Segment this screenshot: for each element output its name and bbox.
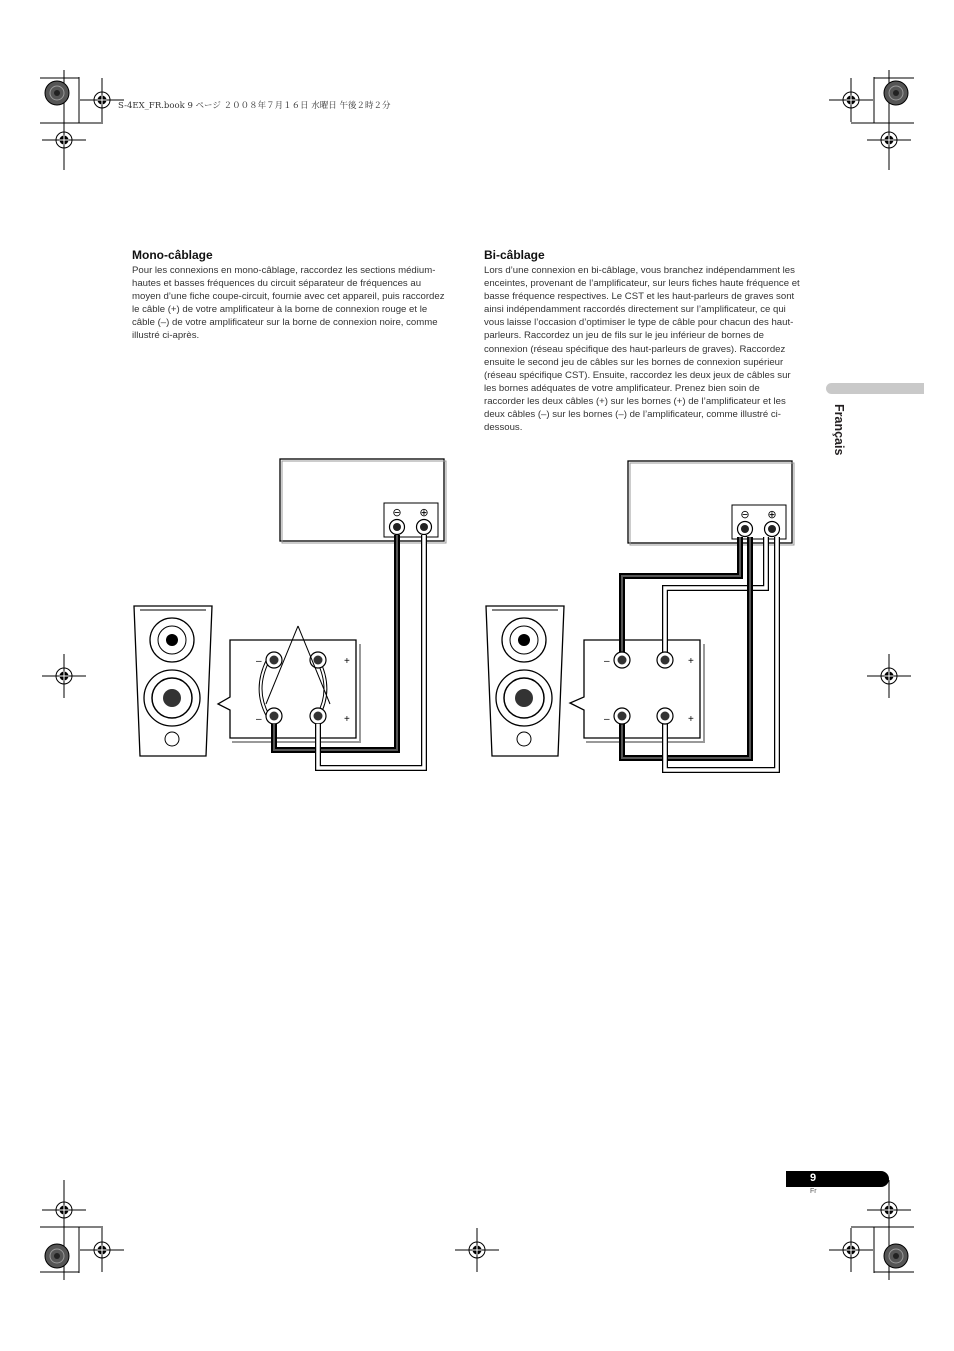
registration-mark-icon — [455, 1228, 499, 1272]
language-label: Français — [832, 404, 846, 456]
bi-cablage-diagram — [486, 461, 794, 770]
callout-minus-label: – — [604, 656, 610, 667]
page-language-code: Fr — [810, 1188, 817, 1195]
mono-cablage-title: Mono-câblage — [132, 248, 213, 262]
amp-minus-symbol: ⊖ — [740, 509, 750, 521]
registration-mark-icon — [42, 118, 86, 162]
registration-mark-icon — [829, 78, 873, 122]
bi-cablage-body: Lors d’une connexion en bi-câblage, vous branchez indépendamment les enceintes, provenant de l’amplificateur, sur leurs fiches haute fréquence et basse fréquence respectives. Le CST et les haut-parleurs de graves sont ainsi indépendamment raccordés directement sur l’amplificateur, ce qui vous laisse l’occasion d’optimiser le type de câble pour chacun des haut-parleurs. Raccordez un jeu de fils sur le jeu inférieur de bornes de connexion (réseau spécifique des haut-parleurs de graves). Raccordez ensuite le second jeu de câbles sur les bornes de connexion supérieur (réseau spécifique CST). Ensuite, raccordez les deux jeux de câbles sur les bornes adéquates de votre amplificateur. Prenez bien soin de raccorder les deux câbles (+) sur les bornes (+) de l’amplificateur et les deux câbles (–) sur les bornes (–) de l’amplificateur, comme illustré ci-dessous. — [484, 265, 800, 434]
registration-sunburst-icon — [45, 1244, 69, 1268]
print-header-info: S-4EX_FR.book 9 ページ ２００８年７月１６日 水曜日 午後２時２分 — [118, 101, 391, 111]
registration-mark-icon — [80, 1228, 124, 1272]
callout-terminal — [614, 708, 630, 724]
callout-terminal — [614, 652, 630, 668]
amp-minus-terminal — [390, 520, 405, 535]
callout-terminal — [266, 652, 282, 668]
callout-plus-label: + — [688, 656, 694, 667]
page-number: 9 — [810, 1172, 817, 1184]
amp-minus-symbol: ⊖ — [392, 507, 402, 519]
registration-mark-icon — [867, 1188, 911, 1232]
terminal-callout — [218, 640, 356, 738]
registration-mark-icon — [867, 118, 911, 162]
callout-minus-label: – — [256, 714, 262, 725]
amp-plus-terminal — [417, 520, 432, 535]
registration-mark-icon — [867, 654, 911, 698]
bi-cablage-title: Bi-câblage — [484, 248, 545, 262]
callout-terminal — [657, 708, 673, 724]
registration-mark-icon — [80, 78, 124, 122]
callout-terminal — [310, 708, 326, 724]
callout-minus-label: – — [604, 714, 610, 725]
registration-sunburst-icon — [884, 1244, 908, 1268]
amp-plus-terminal — [765, 522, 780, 537]
callout-terminal — [266, 708, 282, 724]
registration-sunburst-icon — [45, 81, 69, 105]
amp-plus-symbol: ⊕ — [767, 509, 777, 521]
terminal-callout — [570, 640, 700, 738]
amp-minus-terminal — [738, 522, 753, 537]
callout-minus-label: – — [256, 656, 262, 667]
registration-mark-icon — [42, 654, 86, 698]
callout-plus-label: + — [688, 714, 694, 725]
registration-sunburst-icon — [884, 81, 908, 105]
callout-terminal — [657, 652, 673, 668]
callout-plus-label: + — [344, 714, 350, 725]
registration-mark-icon — [42, 1188, 86, 1232]
callout-plus-label: + — [344, 656, 350, 667]
mono-cablage-diagram — [134, 459, 446, 768]
registration-mark-icon — [829, 1228, 873, 1272]
amp-plus-symbol: ⊕ — [419, 507, 429, 519]
mono-cablage-body: Pour les connexions en mono-câblage, raccordez les sections médium-hautes et basses fréquences du circuit séparateur de fréquences au moyen d’une fiche coupe-circuit, fournie avec cet appareil, puis raccordez le câble (+) de votre amplificateur à la borne de connexion rouge et le câble (–) de votre amplificateur sur la borne de connexion noire, comme illustré ci-après. — [132, 265, 445, 342]
